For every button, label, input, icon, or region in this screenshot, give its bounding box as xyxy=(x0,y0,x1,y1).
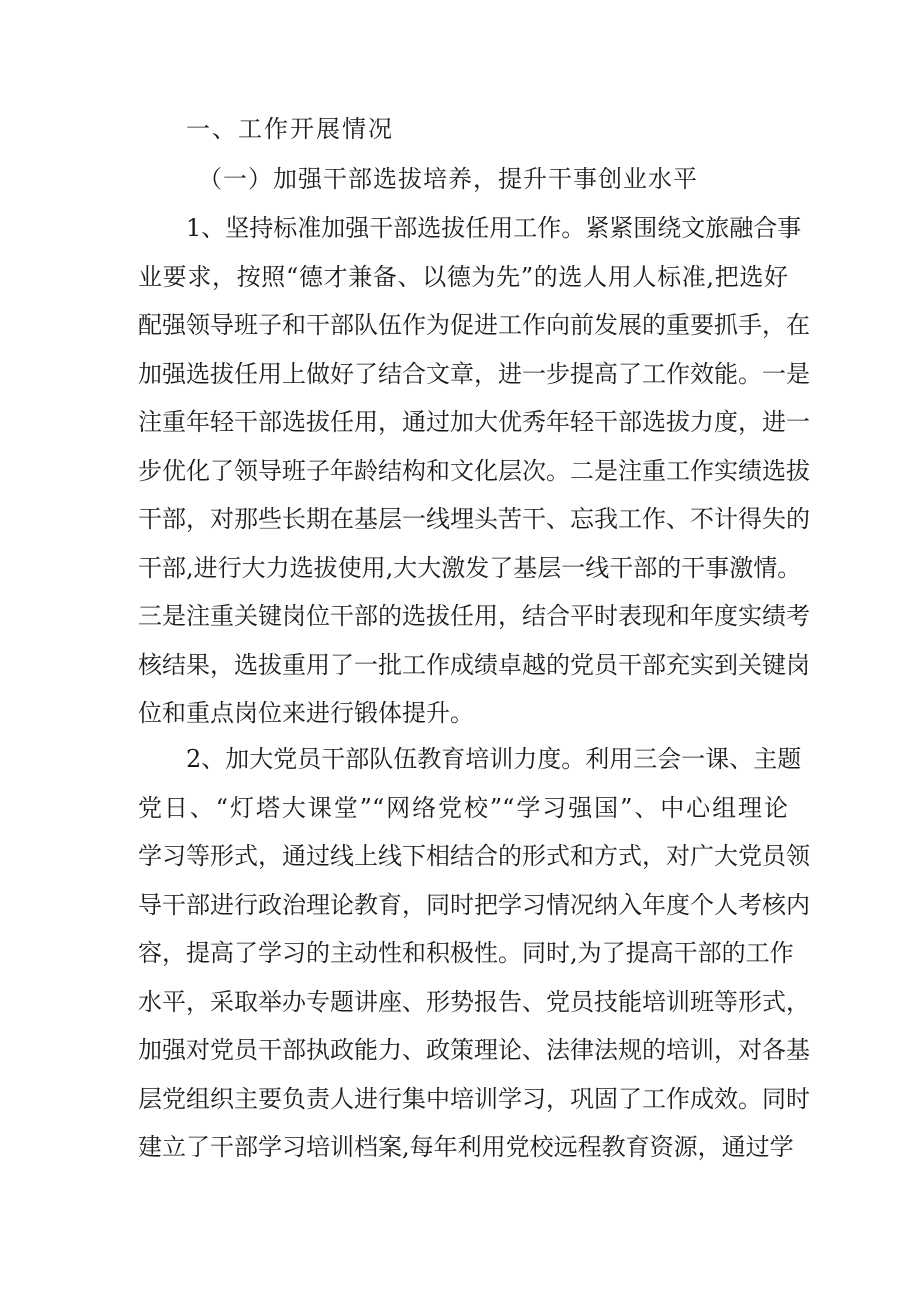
paragraph-line: 注重年轻干部选拔任用，通过加大优秀年轻干部选拔力度，进一 xyxy=(138,408,810,436)
paragraph-line: 业要求，按照“德才兼备、以德为先”的选人用人标准,把选好 xyxy=(138,262,788,291)
paragraph-line: 水平，采取举办专题讲座、形势报告、党员技能培训班等形式， xyxy=(138,987,810,1016)
paragraph-line: 容，提高了学习的主动性和积极性。同时,为了提高干部的工作 xyxy=(138,939,794,967)
paragraph-line: 党日、“灯塔大课堂”“网络党校”“学习强国”、中心组理论 xyxy=(138,793,788,822)
paragraph-line: 学习等形式，通过线上线下相结合的形式和方式，对广大党员领 xyxy=(138,842,810,870)
paragraph-line: 建立了干部学习培训档案,每年利用党校远程教育资源，通过学 xyxy=(138,1133,794,1161)
paragraph-line: 干部,进行大力选拔使用,大大激发了基层一线干部的干事激情。 xyxy=(138,553,802,582)
paragraph-line: 核结果，选拔重用了一批工作成绩卓越的党员干部充实到关键岗 xyxy=(138,650,810,679)
paragraph-line: 配强领导班子和干部队伍作为促进工作向前发展的重要抓手，在 xyxy=(138,311,810,339)
paragraph-line: 加强选拔任用上做好了结合文章，进一步提高了工作效能。一是 xyxy=(138,359,810,388)
paragraph-line: 步优化了领导班子年龄结构和文化层次。二是注重工作实绩选拔 xyxy=(138,456,810,485)
paragraph-line: 层党组织主要负责人进行集中培训学习，巩固了工作成效。同时 xyxy=(138,1084,810,1113)
paragraph-line: 位和重点岗位来进行锻体提升。 xyxy=(138,699,474,727)
section-heading: 一、工作开展情况 xyxy=(186,115,394,143)
paragraph-line: 1、坚持标准加强干部选拔任用工作。紧紧围绕文旅融合事 xyxy=(186,214,802,242)
paragraph-cadre-selection xyxy=(138,204,810,738)
paragraph-line: 三是注重关键岗位干部的选拔任用，结合平时表现和年度实绩考 xyxy=(138,602,810,630)
paragraph-line: 导干部进行政治理论教育，同时把学习情况纳入年度个人考核内 xyxy=(138,890,810,919)
paragraph-party-training xyxy=(138,735,810,1172)
paragraph-line: 加强对党员干部执政能力、政策理论、法律法规的培训，对各基 xyxy=(138,1036,810,1064)
paragraph-line: 2、加大党员干部队伍教育培训力度。利用三会一课、主题 xyxy=(186,745,802,773)
paragraph-line: 干部，对那些长期在基层一线埋头苦干、忘我工作、不计得失的 xyxy=(138,505,810,533)
subsection-heading: （一）加强干部选拔培养，提升干事创业水平 xyxy=(198,165,698,193)
